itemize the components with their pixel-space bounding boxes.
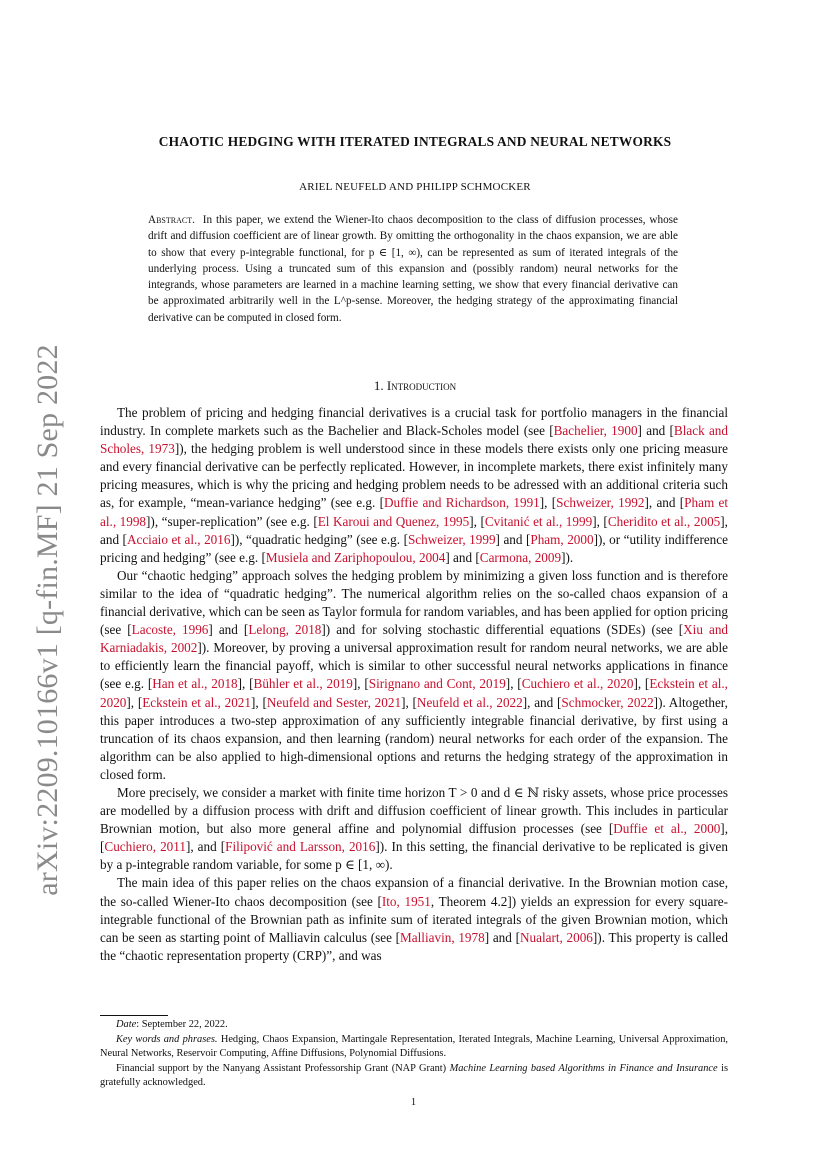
- citation-link[interactable]: Nualart, 2006: [519, 929, 593, 945]
- keywords-label: Key words and phrases.: [116, 1033, 218, 1045]
- paragraph-text: ], [: [250, 694, 267, 710]
- citation-link[interactable]: Xiu and Karniadakis, 2002: [100, 622, 729, 656]
- paragraph-text: ], [: [592, 513, 608, 529]
- paper-authors: ARIEL NEUFELD AND PHILIPP SCHMOCKER: [299, 181, 531, 193]
- abstract: [148, 212, 678, 326]
- paragraph-text: ]), or “utility indifference pricing and hedging” (see e.g. [: [100, 531, 728, 565]
- paragraph-text: The problem of pricing and hedging financial derivatives is a crucial task for portfolio managers in the financial industry. In complete markets such as the Bachelier and Black-Scholes model (see [: [100, 405, 728, 439]
- body-paragraph: [100, 874, 728, 964]
- paragraph-text: ] and [: [637, 423, 674, 439]
- keywords-value: Hedging, Chaos Expansion, Martingale Representation, Iterated Integrals, Machine Learning, Universal Approximation, Neural Networks, Reservoir Computing, Affine Diffusions, Polynomial Diffusions.: [100, 1033, 728, 1060]
- citation-link[interactable]: Cvitanić et al., 1999: [484, 513, 593, 529]
- paragraph-text: ], [: [633, 676, 650, 692]
- citation-link[interactable]: Schweizer, 1999: [407, 531, 496, 547]
- citation-link[interactable]: El Karoui and Quenez, 1995: [317, 513, 470, 529]
- footnote-rule: [100, 1015, 168, 1016]
- introduction-body: [100, 404, 728, 965]
- paragraph-text: ] and [: [208, 622, 249, 638]
- paragraph-text: ], [: [352, 676, 369, 692]
- citation-link[interactable]: Bühler et al., 2019: [253, 676, 353, 692]
- body-paragraph: [100, 404, 728, 567]
- arxiv-sidebar-stamp: [28, 340, 68, 900]
- paragraph-text: ], [: [539, 495, 557, 511]
- citation-link[interactable]: Duffie and Richardson, 1991: [384, 495, 540, 511]
- citation-link[interactable]: Carmona, 2009: [479, 549, 562, 565]
- abstract-label: Abstract.: [148, 214, 195, 226]
- funding-ack: is gratefully acknowledged.: [100, 1062, 728, 1089]
- citation-link[interactable]: Duffie et al., 2000: [613, 821, 721, 837]
- paragraph-text: ] and [: [445, 549, 480, 565]
- page-number: 1: [410, 1097, 417, 1108]
- paragraph-text: More precisely, we consider a market with finite time horizon T > 0 and d ∈ ℕ risky assets, whose price processes are modelled by a diffusion process with drift and diffusion coefficient of linear growth. This includes in particular Brownian motion, but also more general affine and polynomial diffusion processes (see [: [100, 784, 728, 837]
- citation-link[interactable]: Han et al., 2018: [152, 676, 238, 692]
- citation-link[interactable]: Lelong, 2018: [248, 622, 322, 638]
- citation-link[interactable]: Acciaio et al., 2016: [126, 531, 231, 547]
- footnotes: [100, 1018, 728, 1091]
- citation-link[interactable]: Pham, 2000: [530, 531, 594, 547]
- citation-link[interactable]: Musiela and Zariphopoulou, 2004: [265, 549, 446, 565]
- paragraph-text: ], [: [237, 676, 254, 692]
- citation-link[interactable]: Pham et al., 1998: [100, 495, 728, 529]
- funding-program: Machine Learning based Algorithms in Finance and Insurance: [449, 1062, 718, 1074]
- paragraph-text: Our “chaotic hedging” approach solves the hedging problem by minimizing a given loss function and is therefore similar to the idea of “quadratic hedging”. The numerical algorithm relies on the so-called chaos expansion of a financial derivative, which can be seen as Taylor formula for random variables, and has been applied for option pricing (see [: [100, 567, 728, 638]
- citation-link[interactable]: Eckstein et al., 2021: [142, 694, 251, 710]
- paragraph-text: ], [: [505, 676, 522, 692]
- citation-link[interactable]: Neufeld and Sester, 2021: [266, 694, 402, 710]
- paragraph-text: ], [: [401, 694, 417, 710]
- citation-link[interactable]: Cuchiero, 2011: [104, 839, 186, 855]
- body-paragraph: [100, 784, 728, 874]
- citation-link[interactable]: Ito, 1951: [381, 893, 431, 909]
- citation-link[interactable]: Schmocker, 2022: [561, 694, 654, 710]
- paragraph-text: ], and [: [185, 839, 226, 855]
- citation-link[interactable]: Sirignano and Cont, 2019: [368, 676, 506, 692]
- footnote-keywords: [100, 1033, 728, 1062]
- citation-link[interactable]: Eckstein et al., 2020: [100, 676, 728, 710]
- paragraph-text: The main idea of this paper relies on the chaos expansion of a financial derivative. In the Brownian motion case, the so-called Wiener-Ito chaos decomposition (see [: [100, 875, 728, 909]
- citation-link[interactable]: Cheridito et al., 2005: [607, 513, 721, 529]
- paragraph-text: ]) and for solving stochastic differential equations (SDEs) (see [: [321, 622, 684, 638]
- paragraph-text: ], and [: [522, 694, 562, 710]
- citation-link[interactable]: Bachelier, 1900: [553, 423, 638, 439]
- paragraph-text: , Theorem 4.2]) yields an expression for every square-integrable functional of the Brownian path as infinite sum of iterated integrals of the given Brownian motion, which can be seen as starting point of Malliavin calculus (see [: [100, 893, 728, 945]
- paragraph-text: ], [: [469, 513, 485, 529]
- paragraph-text: ]). In this setting, the financial derivative to be replicated is given by a p-integrable random variable, for some p ∈ [1, ∞).: [100, 839, 728, 873]
- paragraph-text: ]), “super-replication” (see e.g. [: [146, 513, 318, 529]
- citation-link[interactable]: Filipović and Larsson, 2016: [225, 839, 376, 855]
- paragraph-text: ] and [: [484, 929, 520, 945]
- citation-link[interactable]: Cuchiero et al., 2020: [521, 676, 634, 692]
- citation-link[interactable]: Lacoste, 1996: [131, 622, 209, 638]
- section-title: Introduction: [386, 378, 457, 393]
- section-number: 1.: [373, 378, 384, 393]
- abstract-text: In this paper, we extend the Wiener-Ito chaos decomposition to the class of diffusion processes, whose drift and diffusion coefficient are of linear growth. By omitting the orthogonality in the chaos expansion, we are able to show that every p-integrable functional, for p ∈ [1, ∞), can be represented as sum of iterated integrals of the underlying process. Using a truncated sum of this expansion and (possibly random) neural networks for the integrands, whose parameters are learned in a machine learning setting, we show that every financial derivative can be approximated arbitrarily well in the L^p-sense. Moreover, the hedging strategy of the approximating financial derivative can be computed in closed form.: [148, 214, 679, 324]
- section-heading: [90, 378, 740, 394]
- date-value: : September 22, 2022.: [136, 1019, 228, 1030]
- citation-link[interactable]: Malliavin, 1978: [400, 929, 485, 945]
- paragraph-text: ]). This property is called the “chaotic representation property (CRP)”, and was: [100, 929, 728, 963]
- citation-link[interactable]: Neufeld et al., 2022: [416, 694, 523, 710]
- citation-link[interactable]: Black and Scholes, 1973: [100, 423, 728, 457]
- paragraph-text: ] and [: [495, 531, 531, 547]
- arxiv-identifier: arXiv:2209.10166v1 [q-fin.MF] 21 Sep 2022: [31, 344, 64, 896]
- footnote-funding: [100, 1062, 728, 1091]
- paragraph-text: ]). Moreover, by proving a universal approximation result for random neural networks, we are able to efficiently learn the financial payoff, which is similar to other successful neural networks applications in finance (see e.g. [: [100, 640, 728, 692]
- body-paragraph: [100, 567, 728, 784]
- citation-link[interactable]: Schweizer, 1992: [556, 495, 645, 511]
- paragraph-text: ]), the hedging problem is well understood since in these models there exists only one pricing measure and every financial derivative can be perfectly replicated. However, in incomplete markets, there exist infinitely many pricing measures, which is why the pricing and hedging problem needs to be adressed with an additional criteria such as, for example, “mean-variance hedging” (see e.g. [: [100, 441, 728, 511]
- funding-text: Financial support by the Nanyang Assistant Professorship Grant (NAP Grant): [116, 1062, 450, 1074]
- footnote-date: [100, 1018, 728, 1033]
- paragraph-text: ]).: [561, 549, 574, 565]
- paragraph-text: ], [: [126, 694, 143, 710]
- paragraph-text: ], [: [100, 821, 728, 855]
- paragraph-text: ]), “quadratic hedging” (see e.g. [: [230, 531, 408, 547]
- paper-title: CHAOTIC HEDGING WITH ITERATED INTEGRALS AND NEURAL NETWORKS: [158, 134, 672, 149]
- paragraph-text: ]). Altogether, this paper introduces a two-step approximation of any sufficiently integrable financial derivative, by first using a truncation of its chaos expansion, and then learning (random) neural networks for each order of the expansion. The algorithm can be also applied to high-dimensional options and returns the hedging strategy of the approximation in closed form.: [100, 694, 728, 782]
- paragraph-text: ], and [: [100, 513, 728, 547]
- date-label: Date: [116, 1019, 137, 1030]
- paragraph-text: ], and [: [644, 495, 685, 511]
